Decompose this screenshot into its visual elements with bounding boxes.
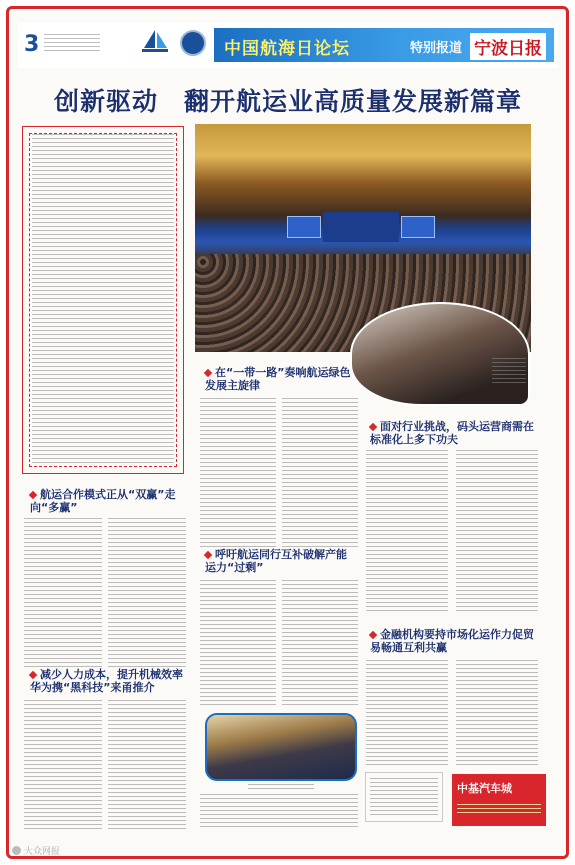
section-head-4 <box>205 548 355 574</box>
section-title-4: 呼吁航运同行互补破解产能运力“过剩” <box>205 548 347 574</box>
section-marker-icon <box>204 369 212 377</box>
exhibition-photo-caption <box>248 784 314 789</box>
seal-logo-icon <box>180 30 206 56</box>
inset-caption <box>492 358 526 384</box>
section-title-5: 减少人力成本，提升机械效率华为携“黑科技”来甬推介 <box>30 668 183 694</box>
section-title-1: 在“一带一路”奏响航运绿色发展主旋律 <box>205 366 351 392</box>
stage-backdrop <box>323 212 399 242</box>
advertisement <box>452 774 546 826</box>
watermark <box>12 844 60 857</box>
masthead-small-text <box>44 34 100 52</box>
newspaper-brand: 宁波日报 <box>470 33 546 60</box>
forum-banner <box>214 28 554 62</box>
section-title-3: 航运合作模式正从“双赢”走向“多赢” <box>30 488 176 514</box>
section-3-col-b <box>108 518 186 668</box>
left-screen <box>287 216 321 238</box>
section-1-col-b <box>282 398 358 548</box>
inset-photo <box>350 302 530 406</box>
editor-credit-text <box>370 778 438 816</box>
section-head-1 <box>205 366 355 392</box>
section-title-6: 金融机构要持市场化运作力促贸易畅通互利共赢 <box>370 628 534 654</box>
page-number: 3 <box>24 32 40 57</box>
section-1-col-a <box>200 398 276 548</box>
section-marker-icon <box>369 423 377 431</box>
section-marker-icon <box>29 491 37 499</box>
ad-subtext <box>457 804 541 816</box>
bottom-middle-text <box>200 794 358 830</box>
section-6-col-b <box>456 660 538 766</box>
section-head-2 <box>370 420 540 446</box>
section-head-6 <box>370 628 540 654</box>
section-marker-icon <box>204 551 212 559</box>
section-marker-icon <box>29 671 37 679</box>
section-title-2: 面对行业挑战，码头运营商需在标准化上多下功夫 <box>370 420 534 446</box>
ad-title: 中基汽车城 <box>457 782 512 795</box>
watermark-text: 大众网报 <box>24 847 61 857</box>
section-5-col-b <box>108 700 186 830</box>
section-head-3 <box>30 488 180 514</box>
exhibition-photo <box>205 713 357 781</box>
lead-body-text <box>32 134 174 466</box>
section-2-col-a <box>366 450 448 612</box>
banner-subtitle: 特别报道 <box>410 41 463 56</box>
section-6-col-a <box>366 660 448 766</box>
sailboat-logo-icon <box>138 28 172 56</box>
section-2-col-b <box>456 450 538 612</box>
section-head-5 <box>30 668 190 694</box>
masthead <box>18 22 558 68</box>
section-3-col-a <box>24 518 102 668</box>
banner-title: 中国航海日论坛 <box>224 39 350 59</box>
right-screen <box>401 216 435 238</box>
section-4-col-a <box>200 580 276 708</box>
section-marker-icon <box>369 631 377 639</box>
watermark-logo-icon <box>12 846 21 855</box>
section-4-col-b <box>282 580 358 708</box>
page-headline: 创新驱动 翻开航运业高质量发展新篇章 <box>53 87 522 116</box>
section-5-col-a <box>24 700 102 830</box>
